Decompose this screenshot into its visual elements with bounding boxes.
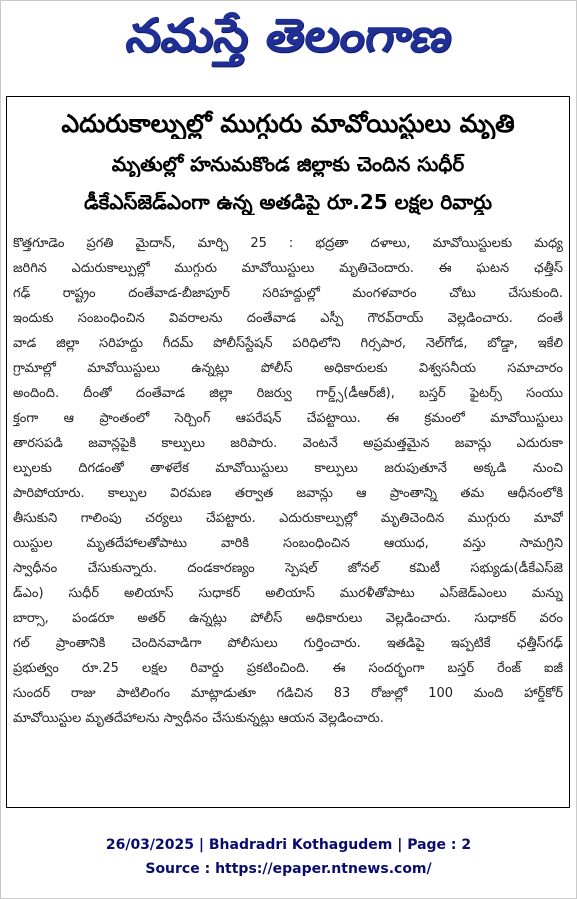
body-line: వాడ జిల్లా సరిహద్దు గీదమ్ పోలీస్‌స్టేషన్ పరిధిలోని గిర్సపార, నెల్‌గోడ, బోడ్డా, ఇకేలి: [13, 336, 563, 351]
body-line: కొత్తగూడెం ప్రగతి మైదాన్, మార్చి 25 : భద్రతా దళాలు, మావోయిస్టులకు మధ్య: [13, 236, 563, 251]
body-line: స్వాధీనం చేసుకున్నారు. దండకారణ్యం స్పెషల్ జోనల్ కమిటీ సభ్యుడు(డీకేఎస్‌జె: [13, 561, 563, 576]
body-line: ఇందుకు సంబంధించిన వివరాలను దంతేవాడ ఎస్పీ గౌరవ్‌రాయ్ వెల్లడించారు. దంతే: [13, 311, 563, 326]
article-subheadline-2: డీకేఎస్‌జెడ్‌ఎంగా ఉన్న అతడిపై రూ.25 లక్షల రివార్డు: [83, 190, 493, 214]
article-clipping: [6, 96, 570, 808]
article-body: [13, 231, 563, 731]
body-line: మావోయిస్టుల మృతదేహాలను స్వాధీనం చేసుకున్నట్లు ఆయన వెల్లడించారు.: [13, 711, 384, 726]
body-line: గల్ ప్రాంతానికి చెందినవాడిగా పోలీసులు గుర్తించారు. ఇతడిపై ఇప్పటికే ఛత్తీస్‌గఢ్: [13, 636, 563, 651]
body-line: పారిపోయారు. కాల్పుల విరమణ తర్వాత జవాన్లు ఆ ప్రాంతాన్ని తమ ఆధీనంలోకి: [13, 486, 563, 501]
body-line: గ్రామాల్లో మావోయిస్టులు ఉన్నట్లు పోలీస్ అధికారులకు విశ్వసనీయ సమాచారం: [13, 361, 563, 376]
body-line: డ్‌ఎం) సుధీర్ అలియాస్ సుధాకర్ అలియాస్ మురళీతోపాటు ఎస్‌జెడ్‌ఎంలు మన్ను: [13, 586, 563, 601]
article-headline: ఎదురుకాల్పుల్లో ముగ్గురు మావోయిస్టులు మృతి: [61, 109, 515, 138]
article-subheadline-1: మృతుల్లో హనుమకొండ జిల్లాకు చెందిన సుధీర్: [111, 152, 465, 176]
body-line: క్తంగా ఆ ప్రాంతంలో సెర్చింగ్ ఆపరేషన్ చేపట్టాయి. ఈ క్రమంలో మావోయిస్టులు: [13, 411, 563, 426]
body-line: తారసపడి జవాన్లపైకి కాల్పులు జరిపారు. వెంటనే అప్రమత్తమైన జవాన్లు ఎదురుకా: [13, 436, 563, 451]
body-line: యిస్టుల మృతదేహాలతోపాటు వారికి సంబంధించిన ఆయుధ, వస్తు సామగ్రిని: [13, 536, 563, 551]
body-line: తీసుకుని గాలింపు చర్యలు చేపట్టారు. ఎదురుకాల్పుల్లో మృతిచెందిన ముగ్గురు మావో: [13, 511, 563, 526]
masthead: [0, 0, 577, 82]
edition-meta: 26/03/2025 | Bhadradri Kothagudem | Page : 2: [105, 837, 472, 853]
body-line: ల్పులకు దిగడంతో తాళలేక మావోయిస్టులు కాల్పులు జరుపుతూనే అక్కడి నుంచి: [13, 461, 563, 476]
body-line: గఢ్ రాష్ట్రం దంతేవాడ-బీజాపూర్ సరిహద్దుల్లో మంగళవారం చోటు చేసుకుంది.: [13, 286, 563, 301]
body-line: సుందర్ రాజు పాటిలింగం మాట్లాడుతూ గడిచిన 83 రోజుల్లో 100 మంది హార్డ్‌కోర్: [13, 686, 563, 701]
newspaper-logo: నమస్తే తెలంగాణ: [122, 8, 457, 62]
body-line: అందింది. దీంతో దంతేవాడ జిల్లా రిజర్వు గార్డ్స్(డీఆర్‌జీ), బస్తర్ ఫైటర్స్ సంయు: [13, 386, 563, 401]
source-link[interactable]: Source : https://epaper.ntnews.com/: [145, 861, 432, 877]
body-line: బార్సా, పండరూ అతర్ ఉన్నట్లు పోలీస్ అధికారులు వెల్లడించారు. సుధాకర్ వరం: [13, 611, 563, 626]
body-line: జరిగిన ఎదురుకాల్పుల్లో ముగ్గురు మావోయిస్టులు మృతిచెందారు. ఈ ఘటన ఛత్తీస్: [13, 261, 563, 276]
body-line: ప్రభుత్వం రూ.25 లక్షల రివార్డు ప్రకటించింది. ఈ సందర్భంగా బస్తర్ రేంజ్ ఐజీ: [13, 661, 563, 676]
